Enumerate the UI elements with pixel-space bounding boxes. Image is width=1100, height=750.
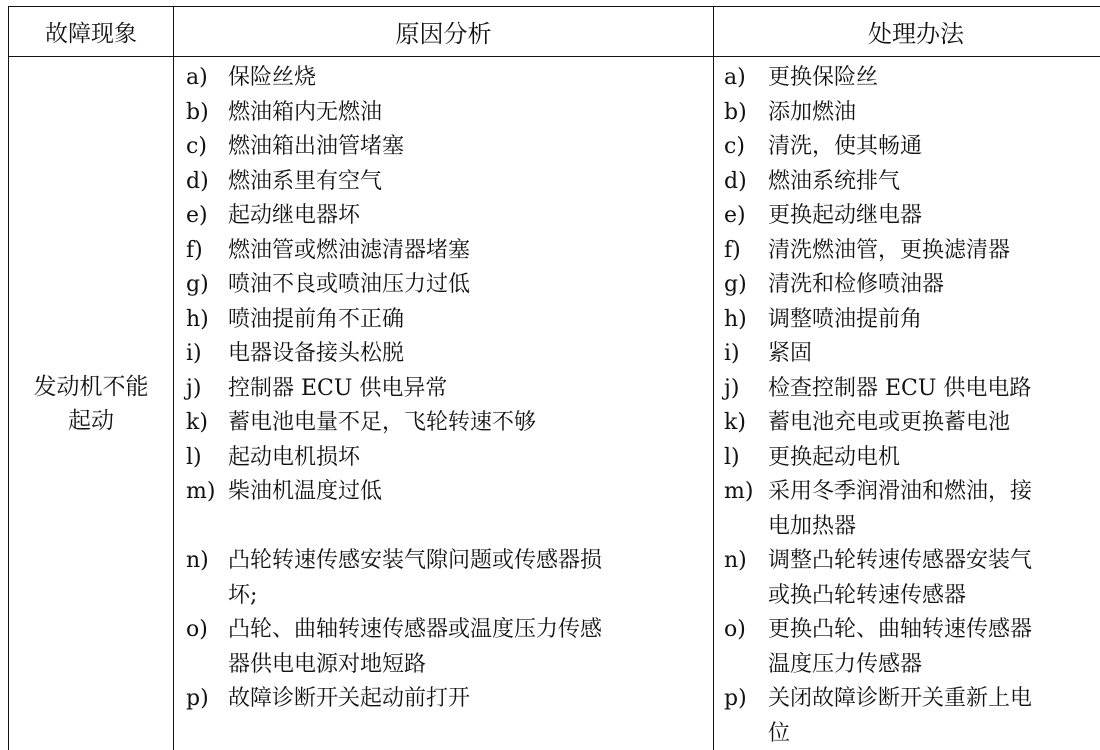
cause-item	[174, 372, 713, 407]
cause-item	[174, 96, 713, 131]
remedy-item	[714, 613, 1100, 648]
remedy-item	[714, 372, 1100, 407]
remedy-item-text: 或换凸轮转速传感器	[768, 582, 967, 608]
cause-item	[174, 337, 713, 372]
cause-item-text: 燃油管或燃油滤清器堵塞	[228, 237, 471, 263]
remedy-item	[714, 510, 1100, 545]
remedy-item	[714, 96, 1100, 131]
remedy-item-label: j)	[724, 375, 740, 401]
cause-item-label: p)	[186, 686, 209, 711]
remedy-item-text: 调整喷油提前角	[768, 306, 923, 332]
remedy-item-label: b)	[724, 99, 747, 125]
remedy-item	[714, 61, 1100, 96]
cause-item-label: i)	[186, 341, 202, 366]
remedy-item-text: 清洗和检修喷油器	[768, 272, 945, 297]
cause-item	[174, 268, 713, 303]
remedy-list	[714, 61, 1100, 750]
remedy-item-label: n)	[724, 548, 747, 573]
remedy-item-label: i)	[724, 341, 740, 366]
symptom-cell	[9, 57, 174, 750]
remedy-item	[714, 579, 1100, 614]
cause-item-label: b)	[186, 99, 209, 125]
remedy-item-text: 电加热器	[768, 513, 857, 539]
header-cause: 原因分析	[174, 7, 714, 57]
remedy-item-label: c)	[724, 134, 745, 159]
cause-item	[174, 199, 713, 234]
remedy-item-text: 紧固	[768, 341, 813, 366]
header-remedy: 处理办法	[714, 7, 1100, 57]
remedy-item	[714, 165, 1100, 200]
remedy-item-text: 更换保险丝	[768, 65, 879, 90]
cause-item-label: h)	[186, 306, 209, 332]
remedy-item-text: 关闭故障诊断开关重新上电	[768, 686, 1033, 711]
remedy-item-label: e)	[724, 203, 746, 228]
cause-item-label: l)	[186, 444, 202, 470]
remedy-item-text: 采用冬季润滑油和燃油，接	[768, 479, 1033, 504]
cause-item-text: 凸轮转速传感安装气隙问题或传感器损	[228, 548, 603, 573]
cause-item	[174, 130, 713, 165]
cause-item	[174, 544, 713, 579]
cause-item-text: 起动电机损坏	[228, 444, 361, 470]
remedy-item-text: 添加燃油	[768, 99, 857, 125]
cause-item	[174, 579, 713, 614]
cause-item	[174, 648, 713, 683]
cause-item-text: 燃油箱出油管堵塞	[228, 134, 405, 159]
cause-item-text: 保险丝烧	[228, 65, 317, 90]
cause-item-text: 柴油机温度过低	[228, 479, 383, 504]
cause-item	[174, 406, 713, 441]
remedy-item-label: a)	[724, 65, 746, 90]
cause-item-label: e)	[186, 203, 208, 228]
cause-item	[174, 441, 713, 476]
troubleshooting-table	[8, 6, 1100, 750]
remedy-item-label: d)	[724, 168, 747, 194]
table-header-row	[9, 7, 1100, 57]
remedy-item-text: 温度压力传感器	[768, 651, 923, 677]
cause-item-label: a)	[186, 65, 208, 90]
cause-cell	[174, 57, 714, 750]
remedy-item	[714, 441, 1100, 476]
remedy-cell	[714, 57, 1100, 750]
remedy-item-text: 调整凸轮转速传感器安装气	[768, 548, 1033, 573]
remedy-item	[714, 406, 1100, 441]
cause-item-text: 器供电电源对地短路	[228, 651, 427, 677]
cause-list	[174, 61, 713, 717]
remedy-item-label: k)	[724, 410, 746, 435]
cause-item-text: 坏;	[228, 582, 258, 608]
remedy-item	[714, 303, 1100, 338]
cause-item-text: 故障诊断开关起动前打开	[228, 686, 471, 711]
remedy-item-label: h)	[724, 306, 747, 332]
symptom-line-1: 发动机不能	[33, 374, 149, 400]
remedy-item-text: 清洗燃油管，更换滤清器	[768, 237, 1011, 263]
cause-item	[174, 165, 713, 200]
cause-item-text: 燃油系里有空气	[228, 168, 383, 194]
cause-item-label: d)	[186, 168, 209, 194]
cause-item-label: c)	[186, 134, 207, 159]
cause-item-label: m)	[186, 479, 216, 504]
remedy-item	[714, 268, 1100, 303]
remedy-item	[714, 682, 1100, 717]
symptom-line-2: 起动	[68, 408, 114, 434]
remedy-item-text: 更换起动继电器	[768, 203, 923, 228]
cause-item	[174, 475, 713, 510]
remedy-item-text: 更换凸轮、曲轴转速传感器	[768, 617, 1033, 642]
cause-item-text: 凸轮、曲轴转速传感器或温度压力传感	[228, 617, 603, 642]
remedy-item	[714, 648, 1100, 683]
cause-item-text: 喷油提前角不正确	[228, 306, 405, 332]
remedy-item	[714, 234, 1100, 269]
cause-item	[174, 613, 713, 648]
remedy-item-text: 燃油系统排气	[768, 168, 901, 194]
cause-item-label: f)	[186, 237, 203, 263]
troubleshooting-table-frame	[8, 6, 1100, 750]
header-symptom: 故障现象	[9, 7, 174, 57]
cause-item-label: n)	[186, 548, 209, 573]
remedy-item	[714, 199, 1100, 234]
cause-item-text: 控制器 ECU 供电异常	[228, 375, 448, 401]
remedy-item	[714, 475, 1100, 510]
cause-item-text: 起动继电器坏	[228, 203, 361, 228]
remedy-item-label: m)	[724, 479, 754, 504]
remedy-item-text: 蓄电池充电或更换蓄电池	[768, 410, 1011, 435]
remedy-item-text: 检查控制器 ECU 供电电路	[768, 375, 1032, 401]
cause-item	[174, 303, 713, 338]
cause-item	[174, 682, 713, 717]
remedy-item-label: o)	[724, 617, 746, 642]
remedy-item	[714, 544, 1100, 579]
remedy-item	[714, 717, 1100, 750]
cause-item-text: 喷油不良或喷油压力过低	[228, 272, 471, 297]
cause-item	[174, 61, 713, 96]
remedy-item-text: 位	[768, 720, 791, 746]
remedy-item-label: p)	[724, 686, 747, 711]
cause-item-label: o)	[186, 617, 208, 642]
table-row	[9, 57, 1100, 750]
cause-item-label: j)	[186, 375, 202, 401]
remedy-item-label: g)	[724, 272, 747, 297]
remedy-item-text: 清洗，使其畅通	[768, 134, 923, 159]
cause-item-label: k)	[186, 410, 208, 435]
cause-item	[174, 234, 713, 269]
remedy-item-label: f)	[724, 237, 741, 263]
remedy-item-text: 更换起动电机	[768, 444, 901, 470]
remedy-item-label: l)	[724, 444, 740, 470]
cause-item-label: g)	[186, 272, 209, 297]
cause-item-text: 燃油箱内无燃油	[228, 99, 383, 125]
cause-item-text: 蓄电池电量不足，飞轮转速不够	[228, 410, 537, 435]
cause-item-text: 电器设备接头松脱	[228, 341, 405, 366]
remedy-item	[714, 337, 1100, 372]
remedy-item	[714, 130, 1100, 165]
